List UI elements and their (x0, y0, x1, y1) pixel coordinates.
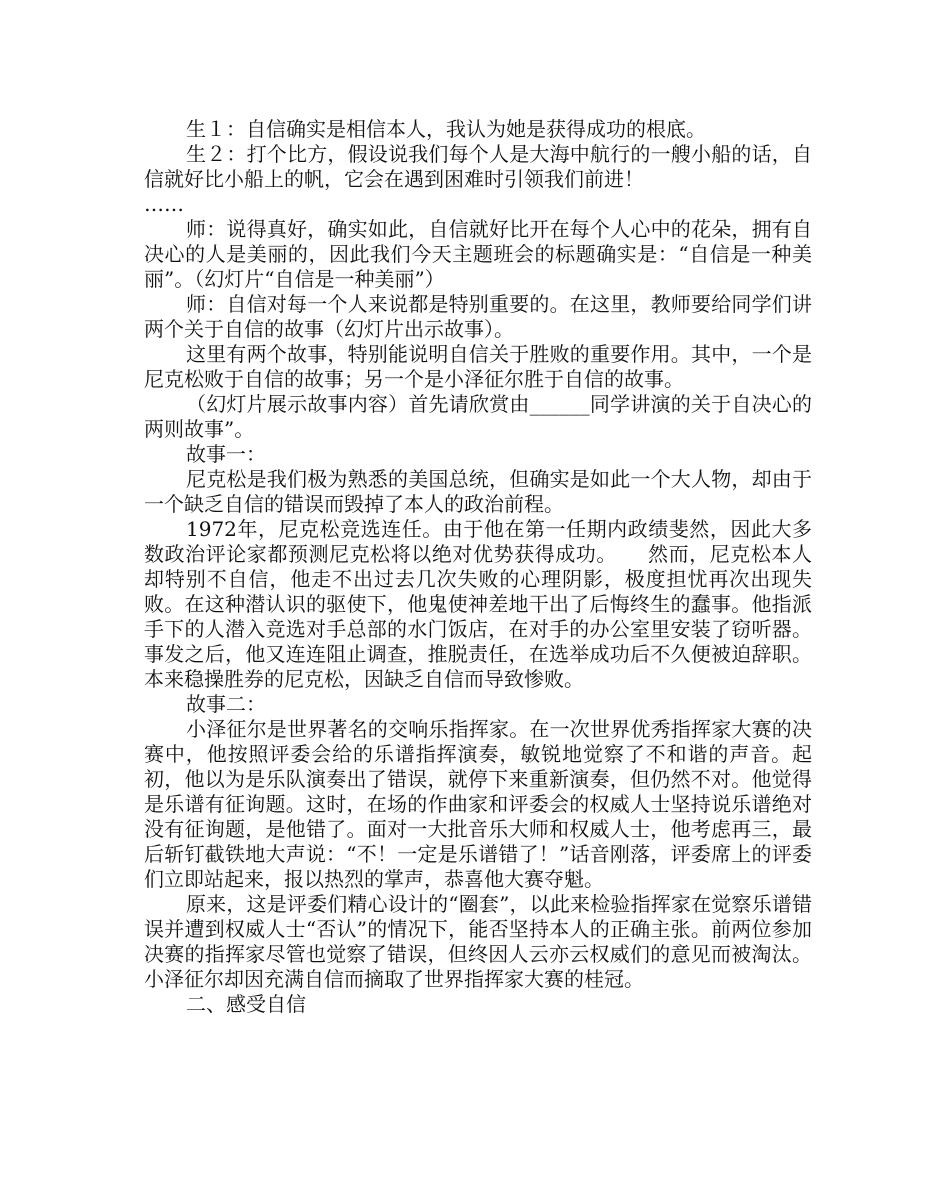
paragraph-teacher-2: 师：自信对每一个人来说都是特别重要的。在这里，教师要给同学们讲两个关于自信的故事（幻灯片出示故事）。 (144, 292, 812, 341)
paragraph-two-stories: 这里有两个故事，特别能说明自信关于胜败的重要作用。其中，一个是尼克松败于自信的故事；另一个是小泽征尔胜于自信的故事。 (144, 342, 812, 391)
paragraph-nixon-story: 1972年，尼克松竞选连任。由于他在第一任期内政绩斐然，因此大多数政治评论家都预测尼克松将以绝对优势获得成功。 然而，尼克松本人却特别不自信，他走不出过去几次失败的心理阴影，极度担忧再次出现失败。在这种潜认识的驱使下，他鬼使神差地干出了后悔终生的蠢事。他指派手下的人潜入竞选对手总部的水门饭店，在对手的办公室里安装了窃听器。事发之后，他又连连阻止调查，推脱责任，在选举成功后不久便被迫辞职。本来稳操胜券的尼克松，因缺乏自信而导致惨败。 (144, 517, 812, 691)
story-one-heading: 故事一： (186, 442, 266, 466)
document-body (144, 117, 812, 1017)
paragraph-teacher-1: 师：说得真好，确实如此，自信就好比开在每个人心中的花朵，拥有自决心的人是美丽的，因此我们今天主题班会的标题确实是：“自信是一种美丽”。（幻灯片“自信是一种美丽”） (144, 217, 812, 291)
paragraph-ozawa-conclusion: 原来，这是评委们精心设计的“圈套”，以此来检验指挥家在觉察乐谱错误并遭到权威人士“否认”的情况下，能否坚持本人的正确主张。前两位参加决赛的指挥家尽管也觉察了错误，但终因人云亦云权威们的意见而被淘汰。小泽征尔却因充满自信而摘取了世界指挥家大赛的桂冠。 (144, 892, 812, 991)
paragraph-nixon-intro: 尼克松是我们极为熟悉的美国总统，但确实是如此一个大人物，却由于一个缺乏自信的错误而毁掉了本人的政治前程。 (144, 467, 812, 516)
paragraph-ozawa-story: 小泽征尔是世界著名的交响乐指挥家。在一次世界优秀指挥家大赛的决赛中，他按照评委会给的乐谱指挥演奏，敏锐地觉察了不和谐的声音。起初，他以为是乐队演奏出了错误，就停下来重新演奏，但仍然不对。他觉得是乐谱有征询题。这时，在场的作曲家和评委会的权威人士坚持说乐谱绝对没有征询题，是他错了。面对一大批音乐大师和权威人士，他考虑再三，最后斩钉截铁地大声说：“不！一定是乐谱错了！”话音刚落，评委席上的评委们立即站起来，报以热烈的掌声，恭喜他大赛夺魁。 (144, 717, 812, 891)
section-heading-feel-confidence: 二、感受自信 (186, 992, 306, 1016)
paragraph-ellipsis: …… (144, 192, 184, 216)
story-two-heading: 故事二： (186, 692, 266, 716)
paragraph-slide-intro: （幻灯片展示故事内容）首先请欣赏由______同学讲演的关于自决心的两则故事”。 (144, 392, 812, 441)
paragraph-student-2: 生２：打个比方，假设说我们每个人是大海中航行的一艘小船的话，自信就好比小船上的帆，它会在遇到困难时引领我们前进！ (144, 142, 812, 191)
paragraph-student-1: 生１：自信确实是相信本人，我认为她是获得成功的根底。 (186, 117, 706, 141)
